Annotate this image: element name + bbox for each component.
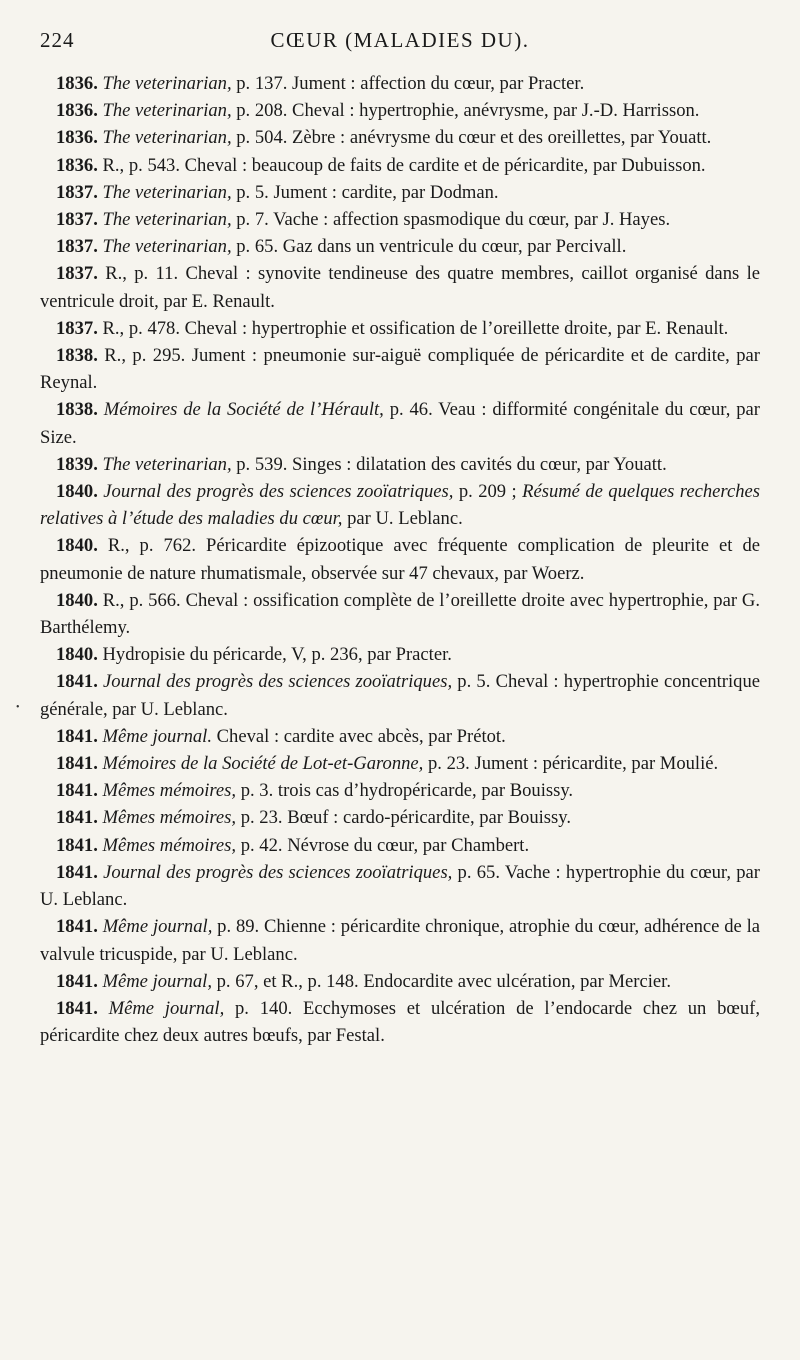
entry-year: 1839. (56, 453, 98, 475)
entry-text: R., p. 762. Péricardite épizootique avec fréquente complication de pleurite et de pneumonie de nature rhumatismale, observée sur 47 chevaux, par Woerz. (40, 535, 760, 584)
bibliography-entry (40, 342, 760, 396)
entry-year: 1838. (56, 345, 98, 367)
bibliography-entry (40, 968, 760, 995)
entry-source: Mêmes mémoires, (102, 834, 237, 856)
entry-text: R., p. 478. Cheval : hypertrophie et ossification de l’oreillette droite, par E. Renault. (102, 317, 729, 339)
entry-text: p. 209 ; (453, 481, 523, 503)
entry-text: p. 5. Jument : cardite, par Dodman. (231, 181, 499, 203)
entry-year: 1841. (56, 834, 98, 856)
bibliography-entry (40, 124, 760, 151)
entry-source: Même journal, (102, 970, 212, 992)
entry-source: The veterinarian, (102, 209, 232, 231)
entry-text: p. 89. Chienne : péricardite chronique, atrophie du cœur, adhérence de la valvule tricuspide, par U. Leblanc. (40, 916, 760, 965)
entry-source: Même journal. (102, 725, 212, 747)
entry-source: The veterinarian, (102, 100, 232, 122)
bibliography-entry (40, 206, 760, 233)
bibliography-entry (40, 70, 760, 97)
bibliography-entry (40, 641, 760, 668)
bibliography-entry (40, 777, 760, 804)
bibliography-entry (40, 859, 760, 913)
running-head: CŒUR (MALADIES DU). (270, 28, 530, 52)
bibliography-entry (40, 668, 760, 722)
bibliography-entry (40, 179, 760, 206)
entry-year: 1840. (56, 589, 98, 611)
entry-source: Mémoires de la Société de l’Hérault, (103, 399, 384, 421)
entry-year: 1841. (56, 780, 98, 802)
margin-mark-icon: • (16, 702, 20, 713)
bibliography-entry (40, 587, 760, 641)
entry-text: p. 3. trois cas d’hydropéricarde, par Bouissy. (236, 780, 574, 802)
bibliography-entry (40, 315, 760, 342)
bibliography-entry (40, 451, 760, 478)
entry-source: Mémoires de la Société de Lot-et-Garonne, (102, 753, 424, 775)
entry-year: 1836. (56, 127, 98, 149)
entry-source: The veterinarian, (102, 453, 232, 475)
entry-text: R., p. 11. Cheval : synovite tendineuse des quatre membres, caillot organisé dans le ventricule droit, par E. Renault. (40, 263, 760, 312)
entry-text: p. 65. Vache : hypertrophie du cœur, par U. Leblanc. (40, 861, 760, 911)
entry-year: 1841. (56, 807, 98, 829)
bibliography-entry (40, 750, 760, 777)
entry-source: The veterinarian, (102, 127, 232, 149)
entry-year: 1840. (56, 644, 98, 666)
bibliography-entry (40, 723, 760, 750)
entry-text: p. 137. Jument : affection du cœur, par Practer. (231, 73, 585, 94)
bibliography-entry (40, 152, 760, 179)
entry-year: 1837. (56, 263, 98, 285)
entry-text: p. 46. Veau : difformité congénitale du cœur, par Size. (40, 399, 760, 448)
entry-year: 1841. (56, 671, 98, 693)
entry-year: 1836. (56, 100, 98, 122)
entry-source: The veterinarian, (102, 73, 232, 94)
entry-year: 1841. (56, 970, 98, 992)
entry-year: 1841. (56, 753, 98, 775)
bibliography-entry (40, 396, 760, 450)
entry-text: p. 65. Gaz dans un ventricule du cœur, par Percivall. (231, 236, 627, 258)
entry-text: p. 5. Cheval : hypertrophie concentrique générale, par U. Leblanc. (40, 671, 760, 720)
entry-source-title: Résumé de quelques recherches relatives à l’étude des maladies du cœur, (40, 481, 760, 530)
entry-source: Journal des progrès des sciences zooïatriques, (103, 481, 454, 503)
entry-text: p. 140. Ecchymoses et ulcération de l’endocarde chez un bœuf, péricardite chez deux autres bœufs, par Festal. (40, 997, 760, 1047)
entry-text-continued: par U. Leblanc. (342, 508, 463, 530)
entry-text: R., p. 543. Cheval : beaucoup de faits de cardite et de péricardite, par Dubuisson. (102, 154, 706, 176)
entry-source: Même journal, (108, 997, 225, 1019)
entry-text: R., p. 295. Jument : pneumonie sur-aiguë compliquée de péricardite et de cardite, par Reynal. (40, 345, 760, 394)
entry-source: Mêmes mémoires, (102, 807, 237, 829)
entry-year: 1836. (56, 73, 98, 94)
entry-text: p. 42. Névrose du cœur, par Chambert. (236, 834, 530, 856)
entry-source: Journal des progrès des sciences zooïatriques, (103, 861, 453, 883)
entry-year: 1840. (56, 535, 98, 557)
entry-year: 1837. (56, 181, 98, 203)
entry-source: Mêmes mémoires, (102, 780, 237, 802)
bibliography-entry (40, 532, 760, 586)
entry-text: p. 7. Vache : affection spasmodique du cœur, par J. Hayes. (231, 209, 671, 231)
entry-year: 1837. (56, 236, 98, 258)
bibliography-entry (40, 804, 760, 831)
entry-year: 1841. (56, 916, 98, 938)
entry-year: 1837. (56, 317, 98, 339)
entry-text: p. 23. Jument : péricardite, par Moulié. (423, 753, 719, 775)
entry-text: p. 208. Cheval : hypertrophie, anévrysme, par J.-D. Harrisson. (231, 100, 700, 122)
entry-text: R., p. 566. Cheval : ossification complète de l’oreillette droite avec hypertrophie, par G. Barthélemy. (40, 589, 760, 639)
page-number: 224 (40, 28, 75, 52)
entry-text: p. 23. Bœuf : cardo-péricardite, par Bouissy. (236, 807, 572, 829)
bibliography-entry (40, 260, 760, 314)
bibliography-entry (40, 832, 760, 859)
entry-year: 1836. (56, 154, 98, 176)
entry-year: 1840. (56, 481, 98, 503)
entry-source: The veterinarian, (102, 181, 232, 203)
entry-year: 1841. (56, 997, 98, 1019)
entry-year: 1837. (56, 209, 98, 231)
entry-source: Journal des progrès des sciences zooïatriques, (103, 671, 453, 693)
page-header (40, 28, 760, 70)
entry-year: 1838. (56, 399, 98, 421)
bibliography-entry (40, 913, 760, 967)
entry-year: 1841. (56, 725, 98, 747)
entry-text: p. 539. Singes : dilatation des cavités du cœur, par Youatt. (231, 453, 667, 475)
entry-text: Hydropisie du péricarde, V, p. 236, par Practer. (102, 644, 452, 666)
entry-text: Cheval : cardite avec abcès, par Prétot. (211, 725, 506, 747)
entry-source: Même journal, (102, 916, 213, 938)
entry-year: 1841. (56, 861, 98, 883)
entry-source: The veterinarian, (102, 236, 232, 258)
bibliography-entry (40, 995, 760, 1049)
entry-text: p. 504. Zèbre : anévrysme du cœur et des oreillettes, par Youatt. (231, 127, 712, 149)
bibliography-entry (40, 478, 760, 532)
entry-text: p. 67, et R., p. 148. Endocardite avec ulcération, par Mercier. (211, 970, 671, 992)
bibliography-entries (40, 70, 760, 1049)
bibliography-entry (40, 97, 760, 124)
bibliography-entry (40, 233, 760, 260)
